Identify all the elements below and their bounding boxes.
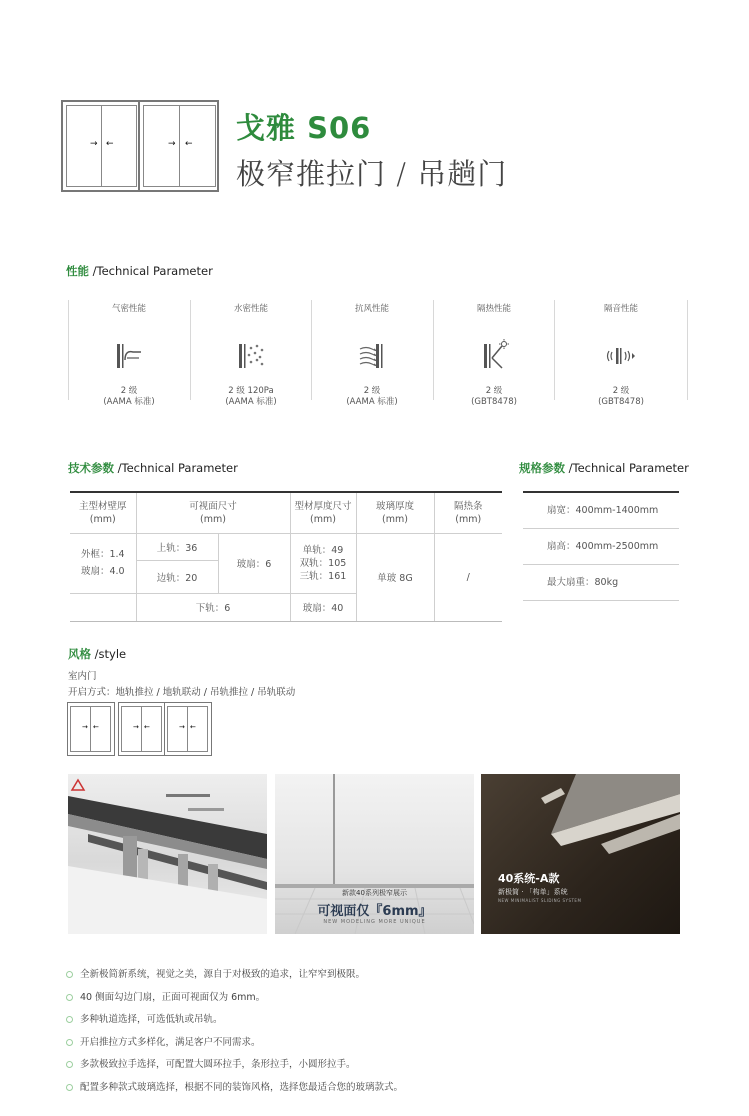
door-panel-right: → ← [138,100,219,192]
product-subtitle: 极窄推拉门 / 吊趟门 [236,157,508,191]
perf-name: 抗风性能 [354,304,389,314]
photo3-en: NEW MINIMALIST SLIDING SYSTEM [498,898,582,903]
feature-bullet-2: 40 侧面勾边门扇，正面可视面仅为 6mm。 [66,989,265,1003]
sound-insulation-icon [601,336,641,376]
perf-standard: (GBT8478) [598,397,644,407]
td-side-rail: 边轨：20 [136,560,218,593]
perf-value: 2 级 [120,386,138,396]
photo2-caption-big: 可视面仅『6mm』 [317,904,432,919]
tech-section-title: 技术参数 /Technical Parameter [68,461,238,475]
bullet-dot-icon [66,1016,73,1023]
style-section-title: 风格 /style [68,647,127,661]
perf-value: 2 级 [363,386,381,396]
th-insulation-strip: 隔热条 (mm) [434,492,502,533]
wind-resistance-icon [352,336,392,376]
th-wall-thickness: 主型材壁厚 (mm) [70,492,136,533]
photo3-subtitle: 新极简 · 「构单」系统 [498,888,568,896]
feature-bullet-5: 多款极致拉手选择，可配置大圆环拉手，条形拉手，小圆形拉手。 [66,1056,356,1070]
perf-water-tightness [190,300,311,407]
perf-air-tightness [68,300,189,407]
heat-insulation-icon [474,336,514,376]
perf-value: 2 级 [612,386,630,396]
perf-value: 2 级 [485,386,503,396]
air-tightness-icon [109,336,149,376]
td-top-rail: 上轨：36 [136,533,218,560]
header-door-illustration [61,100,219,192]
perf-value: 2 级 120Pa [228,386,274,396]
bullet-dot-icon [66,1039,73,1046]
perf-standard: (AAMA 标准) [346,397,398,407]
spec-section-title: 规格参数 /Technical Parameter [519,461,689,475]
feature-bullet-4: 开启推拉方式多样化，满足客户不同需求。 [66,1034,261,1048]
photo2-caption-small: 新款40系列极窄展示 [342,889,407,897]
product-brand-title: 戈雅 S06 [236,111,372,145]
water-tightness-icon [231,336,271,376]
photo3-title: 40系统-A款 [498,872,560,885]
photo-visible-6mm [275,774,474,934]
td-profile-sash: 玻扇：40 [290,593,356,621]
perf-name: 隔音性能 [603,304,638,314]
perf-name: 隔热性能 [476,304,511,314]
td-profile-values: 单轨：49 双轨：105 三轨：161 [290,533,356,593]
td-glass: 单玻 8G [356,533,434,621]
bullet-dot-icon [66,1084,73,1091]
spec-sash-height: 扇高：400mm-2500mm [523,529,679,565]
perf-name: 气密性能 [111,304,146,314]
bullet-dot-icon [66,994,73,1001]
bullet-dot-icon [66,1061,73,1068]
td-bottom-rail: 下轨：6 [136,593,290,621]
feature-bullet-3: 多种轨道选择，可选低轨或吊轨。 [66,1011,223,1025]
perf-standard: (AAMA 标准) [103,397,155,407]
style-door-illustration-2panel: → ← [67,702,115,756]
perf-standard: (GBT8478) [471,397,517,407]
perf-name: 水密性能 [233,304,268,314]
style-door-illustration-4panel: → ← → ← [118,702,212,756]
perf-wind-resistance [311,300,432,407]
perf-standard: (AAMA 标准) [225,397,277,407]
photo2-caption-en: NEW MODELING MORE UNIQUE [323,919,426,925]
photo-40-system [481,774,680,934]
th-visible-size: 可视面尺寸 (mm) [136,492,290,533]
spec-sash-width: 扇宽：400mm-1400mm [523,493,679,529]
bullet-dot-icon [66,971,73,978]
spec-max-weight: 最大扇重：80kg [523,565,679,601]
perf-heat-insulation [433,300,554,407]
photo-rail-detail [68,774,267,934]
perf-sound-insulation [554,300,688,407]
door-panel-left: → ← [61,100,140,192]
performance-section-title: 性能 /Technical Parameter [66,264,213,278]
td-strip: / [434,533,502,621]
tech-parameter-table [70,491,502,622]
th-profile-thickness: 型材厚度尺寸 (mm) [290,492,356,533]
td-wall-values: 外框：1.4 玻扇：4.0 [70,533,136,593]
feature-bullet-6: 配置多种款式玻璃选择，根据不同的装饰风格，选择您最适合您的玻璃款式。 [66,1079,403,1093]
feature-bullet-1: 全新极简新系统，视觉之美，源自于对极致的追求，让窄窄到极限。 [66,966,365,980]
style-door-type: 室内门 [68,671,97,682]
td-sash-visible: 玻扇：6 [218,533,290,593]
style-opening-methods: 开启方式：地轨推拉 / 地轨联动 / 吊轨推拉 / 吊轨联动 [68,687,296,698]
th-glass-thickness: 玻璃厚度 (mm) [356,492,434,533]
